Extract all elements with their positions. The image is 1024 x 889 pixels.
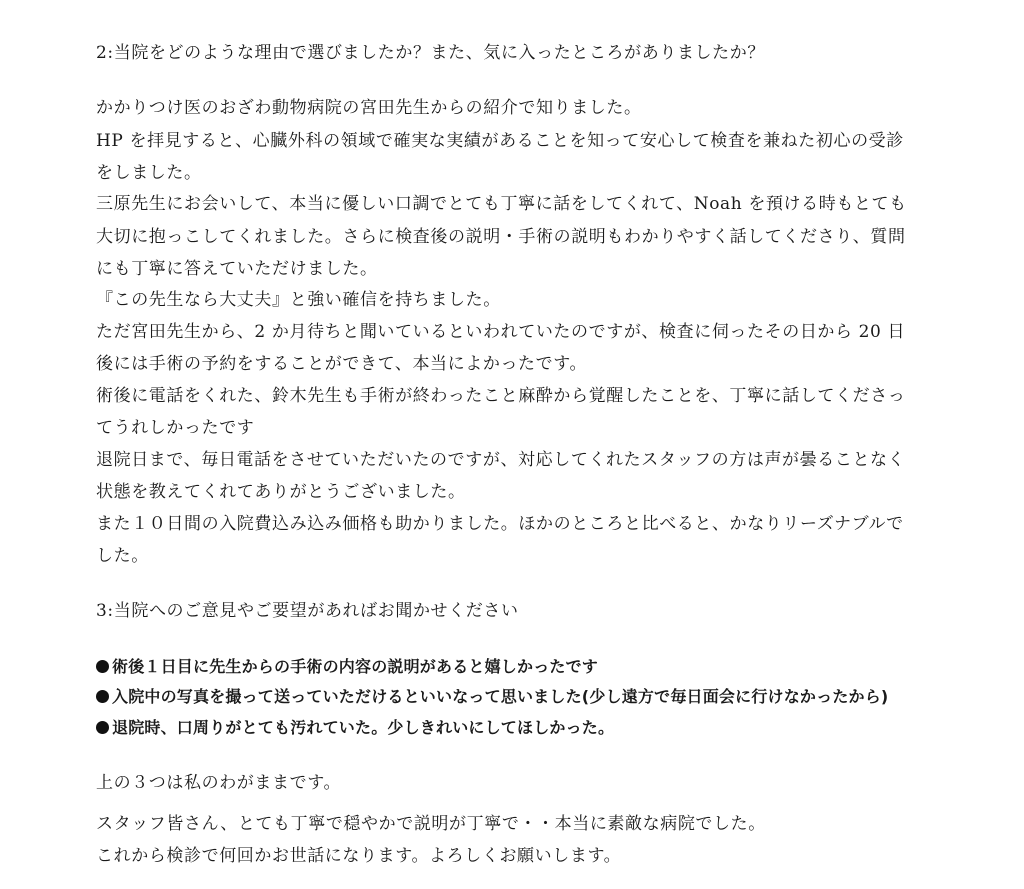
answer-2-line: をしました。 — [96, 163, 202, 183]
answer-2-line: また１０日間の入院費込み込み価格も助かりました。ほかのところと比べると、かなりリーズナブルで — [96, 514, 904, 534]
answer-2-line: にも丁寧に答えていただけました。 — [96, 259, 378, 279]
feedback-bullet — [96, 717, 614, 739]
feedback-bullet-text: 入院中の写真を撮って送っていただけるといいなって思いました(少し遠方で毎日面会に行けなかったから) — [112, 687, 889, 706]
answer-2-line: HP を拝見すると、心臓外科の領域で確実な実績があることを知って安心して検査を兼ねた初心の受診 — [96, 131, 904, 151]
closing-line: これから検診で何回かお世話になります。よろしくお願いします。 — [96, 846, 622, 866]
bullet-dot-icon — [96, 660, 109, 673]
feedback-bullet-text: 退院時、口周りがとても汚れていた。少しきれいにしてほしかった。 — [112, 718, 615, 737]
feedback-bullet — [96, 656, 598, 678]
answer-2-line: 術後に電話をくれた、鈴木先生も手術が終わったこと麻酔から覚醒したことを、丁寧に話してくださっ — [96, 386, 906, 406]
answer-2-line: 後には手術の予約をすることができて、本当によかったです。 — [96, 354, 588, 374]
bullet-dot-icon — [96, 690, 109, 703]
bullet-dot-icon — [96, 721, 109, 734]
question-2-heading: 2:当院をどのような理由で選びましたか？また、気に入ったところがありましたか？ — [96, 43, 765, 63]
answer-2-line: てうれしかったです — [96, 418, 255, 438]
answer-2-line: 三原先生にお会いして、本当に優しい口調でとても丁寧に話をしてくれて、Noah を預ける時もとても — [96, 194, 907, 214]
feedback-bullet — [96, 686, 888, 708]
answer-2-line: 大切に抱っこしてくれました。さらに検査後の説明・手術の説明もわかりやすく話してくださり、質問 — [96, 227, 906, 247]
closing-line: スタッフ皆さん、とても丁寧で穏やかで説明が丁寧で・・本当に素敵な病院でした。 — [96, 814, 766, 834]
answer-2-line: 状態を教えてくれてありがとうございました。 — [96, 482, 466, 502]
answer-2-line: 退院日まで、毎日電話をさせていただいたのですが、対応してくれたスタッフの方は声が曇ることなく — [96, 450, 906, 470]
answer-2-line: ただ宮田先生から、2 か月待ちと聞いているといわれていたのですが、検査に伺ったその日から 20 日 — [96, 322, 906, 342]
answer-2-line: かかりつけ医のおざわ動物病院の宮田先生からの紹介で知りました。 — [96, 98, 642, 118]
question-3-heading: 3:当院へのご意見やご要望があればお聞かせください — [96, 601, 519, 621]
feedback-bullet-text: 術後１日目に先生からの手術の内容の説明があると嬉しかったです — [112, 657, 599, 676]
closing-line: 上の３つは私のわがままです。 — [96, 773, 342, 793]
answer-2-line: した。 — [96, 546, 149, 566]
answer-2-line: 『この先生なら大丈夫』と強い確信を持ちました。 — [96, 290, 501, 310]
